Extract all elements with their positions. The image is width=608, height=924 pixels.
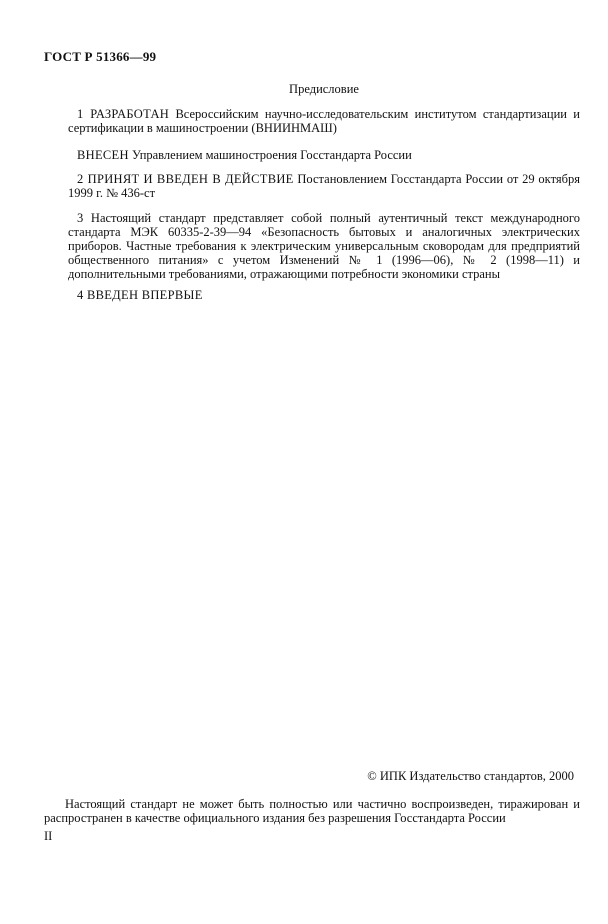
preface-item-introduced — [68, 148, 580, 162]
preface-item-3 — [68, 211, 580, 281]
preface-item-introduced-text: Управлением машиностроения Госстандарта России — [128, 148, 412, 162]
preface-item-2-text: Постановлением Госстандарта России от 29 октября 1999 г. № 436-ст — [68, 172, 580, 200]
page-number: II — [44, 829, 53, 843]
preface-item-2 — [68, 172, 580, 200]
preface-item-1 — [68, 107, 580, 135]
preface-item-introduced-lead: ВНЕСЕН — [77, 148, 129, 162]
preface-item-2-lead: 2 ПРИНЯТ И ВВЕДЕН В ДЕЙСТВИЕ — [77, 172, 294, 186]
preface-item-4 — [68, 288, 580, 302]
preface-item-4-lead: 4 ВВЕДЕН ВПЕРВЫЕ — [77, 288, 203, 302]
copyright-line: © ИПК Издательство стандартов, 2000 — [367, 769, 574, 783]
preface-item-1-lead: 1 РАЗРАБОТАН — [77, 107, 170, 121]
reproduction-notice: Настоящий стандарт не может быть полностью или частично воспроизведен, тиражирован и распространен в качестве официального издания без разрешения Госстандарта России — [44, 797, 580, 825]
preface-title: Предисловие — [289, 82, 359, 96]
standard-code: ГОСТ Р 51366—99 — [44, 49, 157, 64]
preface-item-1-text: Всероссийским научно-исследовательским институтом стандартизации и сертификации в машиностроении (ВНИИНМАШ) — [68, 107, 581, 135]
preface-item-3-text: 3 Настоящий стандарт представляет собой полный аутентичный текст международного стандарта МЭК 60335-2-39—94 «Безопасность бытовых и аналогичных электрических приборов. Частные требования к электрическим универсальным сковородам для предприятий общественного питания» с учетом Изменений № 1 (1996—06), № 2 (1998—11) и дополнительными требованиями, отражающими потребности экономики страны — [68, 211, 580, 281]
